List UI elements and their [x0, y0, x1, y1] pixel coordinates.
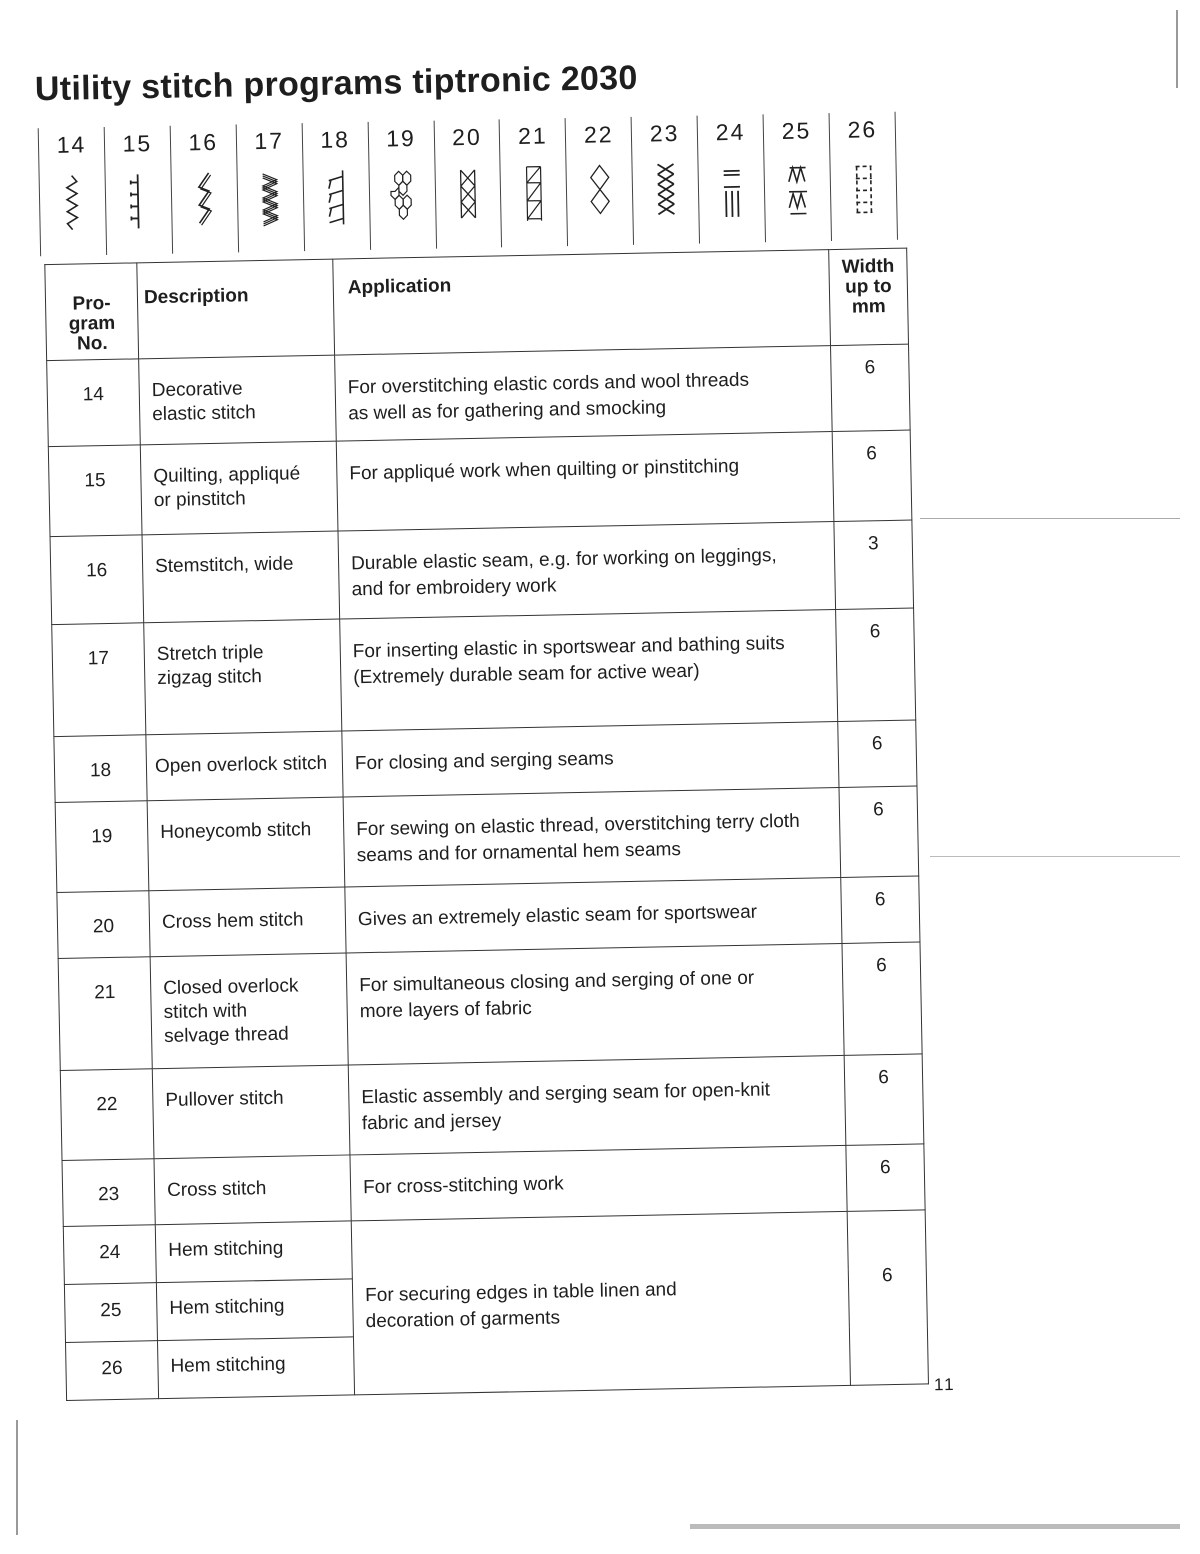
stitch-application: Durable elastic seam, e.g. for working on leggings, and for embroidery work [338, 522, 836, 620]
open-overlock-icon [325, 166, 348, 228]
pullover-icon [588, 161, 611, 223]
stitch-number: 18 [320, 126, 351, 153]
stitch-description: Decorative elastic stitch [139, 355, 337, 445]
hem-stitching-icon [852, 156, 875, 218]
scan-edge-right [1176, 10, 1178, 88]
table-row [58, 942, 922, 1071]
program-number: 18 [54, 735, 147, 803]
stitch-width: 6 [844, 1054, 924, 1145]
program-number: 20 [57, 891, 150, 959]
stitch-column-26 [829, 112, 898, 241]
table-row [47, 344, 910, 447]
stitch-description: Stemstitch, wide [142, 531, 340, 623]
program-number: 26 [66, 1341, 159, 1401]
stitch-number: 19 [385, 124, 417, 152]
scan-dash-1 [920, 518, 1180, 519]
stitch-application: For cross-stitching work [350, 1145, 847, 1221]
program-number: 24 [63, 1225, 156, 1285]
scan-edge-bottom [690, 1524, 1180, 1529]
stitch-column-18 [301, 122, 369, 251]
stitch-width: 6 [839, 786, 919, 877]
stitch-number: 14 [56, 131, 87, 158]
stitch-column-14 [38, 127, 106, 256]
stitch-application: Elastic assembly and serging seam for open-knit fabric and jersey [348, 1055, 846, 1155]
stitch-description: Closed overlock stitch with selvage thread [150, 953, 348, 1069]
stitch-number: 17 [254, 127, 285, 155]
decorative-elastic-stitch-icon [61, 171, 84, 233]
stitch-application: For overstitching elastic cords and wool threads as well as for gathering and smocking [335, 346, 833, 442]
stitch-description: Pullover stitch [152, 1065, 350, 1159]
honeycomb-icon [387, 165, 418, 228]
stitch-width: 3 [834, 520, 914, 609]
cross-stitch-icon [654, 160, 677, 222]
stitch-number: 24 [715, 118, 746, 146]
stitch-number: 21 [517, 122, 548, 150]
header-description: Description [137, 259, 335, 359]
quilting-stitch-icon [127, 170, 150, 232]
stitch-width: 6 [846, 1144, 925, 1211]
program-number: 17 [52, 623, 146, 737]
stitch-application: For securing edges in table linen and decoration of garments [351, 1211, 850, 1394]
stitch-width: 6 [832, 430, 912, 521]
header-application: Application [333, 250, 831, 356]
stitch-application: For closing and serging seams [342, 722, 839, 798]
stitch-column-17 [235, 123, 303, 252]
stitch-number: 22 [583, 121, 614, 148]
header-program-no: Pro- gram No. [45, 263, 139, 361]
stitch-number: 20 [451, 123, 482, 151]
program-number: 22 [60, 1069, 154, 1161]
stitch-width: 6 [838, 720, 917, 787]
stitch-description: Open overlock stitch [146, 731, 343, 801]
stitch-number: 26 [847, 116, 878, 143]
stitch-number: 23 [649, 119, 680, 147]
stitch-application: For simultaneous closing and serging of one or more layers of fabric [346, 943, 844, 1065]
stitch-table [44, 248, 929, 1401]
page-number: 11 [933, 1374, 956, 1395]
stitch-column-19 [367, 121, 435, 250]
stitch-column-24 [697, 114, 765, 243]
stitch-width: 6 [842, 942, 922, 1055]
stitch-column-16 [170, 124, 238, 253]
stitch-description: Hem stitching [157, 1337, 354, 1399]
program-number: 19 [55, 801, 149, 893]
program-number: 14 [47, 359, 141, 447]
hem-stitching-icon [786, 157, 809, 219]
stitch-number: 15 [122, 130, 153, 157]
stitch-number: 25 [781, 117, 812, 144]
stitch-application: For inserting elastic in sportswear and bathing suits (Extremely durable seam for active wear) [340, 610, 838, 732]
stitch-description: Hem stitching [155, 1221, 352, 1283]
stemstitch-icon [193, 169, 216, 231]
closed-overlock-icon [522, 163, 545, 225]
header-width: Width up to mm [829, 248, 909, 345]
program-number: 23 [62, 1159, 155, 1227]
stitch-width: 6 [836, 608, 916, 721]
stitch-description: Quilting, appliqué or pinstitch [140, 441, 338, 535]
stretch-triple-zigzag-icon [259, 168, 282, 230]
stitch-number: 16 [188, 128, 219, 156]
stitch-column-25 [763, 113, 831, 242]
stitch-description: Honeycomb stitch [147, 797, 345, 891]
stitch-width: 6 [831, 344, 911, 431]
stitch-description: Stretch triple zigzag stitch [144, 619, 342, 735]
stitch-column-15 [104, 126, 172, 255]
stitch-description: Hem stitching [156, 1279, 353, 1341]
table-row [52, 608, 916, 737]
stitch-width: 6 [847, 1210, 928, 1385]
page-title: Utility stitch programs tiptronic 2030 [34, 58, 638, 109]
program-number: 15 [48, 445, 142, 537]
program-number: 21 [58, 957, 152, 1071]
stitch-strip [38, 112, 898, 256]
stitch-width: 6 [841, 876, 920, 943]
stitch-description: Cross hem stitch [149, 887, 346, 957]
table-row [48, 430, 912, 537]
cross-hem-icon [456, 164, 479, 226]
stitch-column-23 [631, 116, 699, 245]
stitch-application: For appliqué work when quilting or pinstitching [336, 432, 834, 532]
stitch-column-22 [565, 117, 633, 246]
program-number: 25 [64, 1283, 157, 1343]
program-number: 16 [50, 535, 144, 625]
scan-edge-left [16, 1420, 18, 1535]
scan-dash-2 [930, 856, 1180, 857]
table-row [50, 520, 914, 625]
stitch-application: For sewing on elastic thread, overstitching terry cloth seams and for ornamental hem seams [343, 787, 841, 887]
stitch-column-20 [433, 119, 501, 248]
stitch-column-21 [499, 118, 567, 247]
stitch-application: Gives an extremely elastic seam for sportswear [345, 877, 842, 953]
table-row [55, 786, 919, 893]
stitch-description: Cross stitch [154, 1155, 351, 1225]
hem-stitching-icon [720, 159, 743, 221]
table-row [60, 1054, 924, 1161]
